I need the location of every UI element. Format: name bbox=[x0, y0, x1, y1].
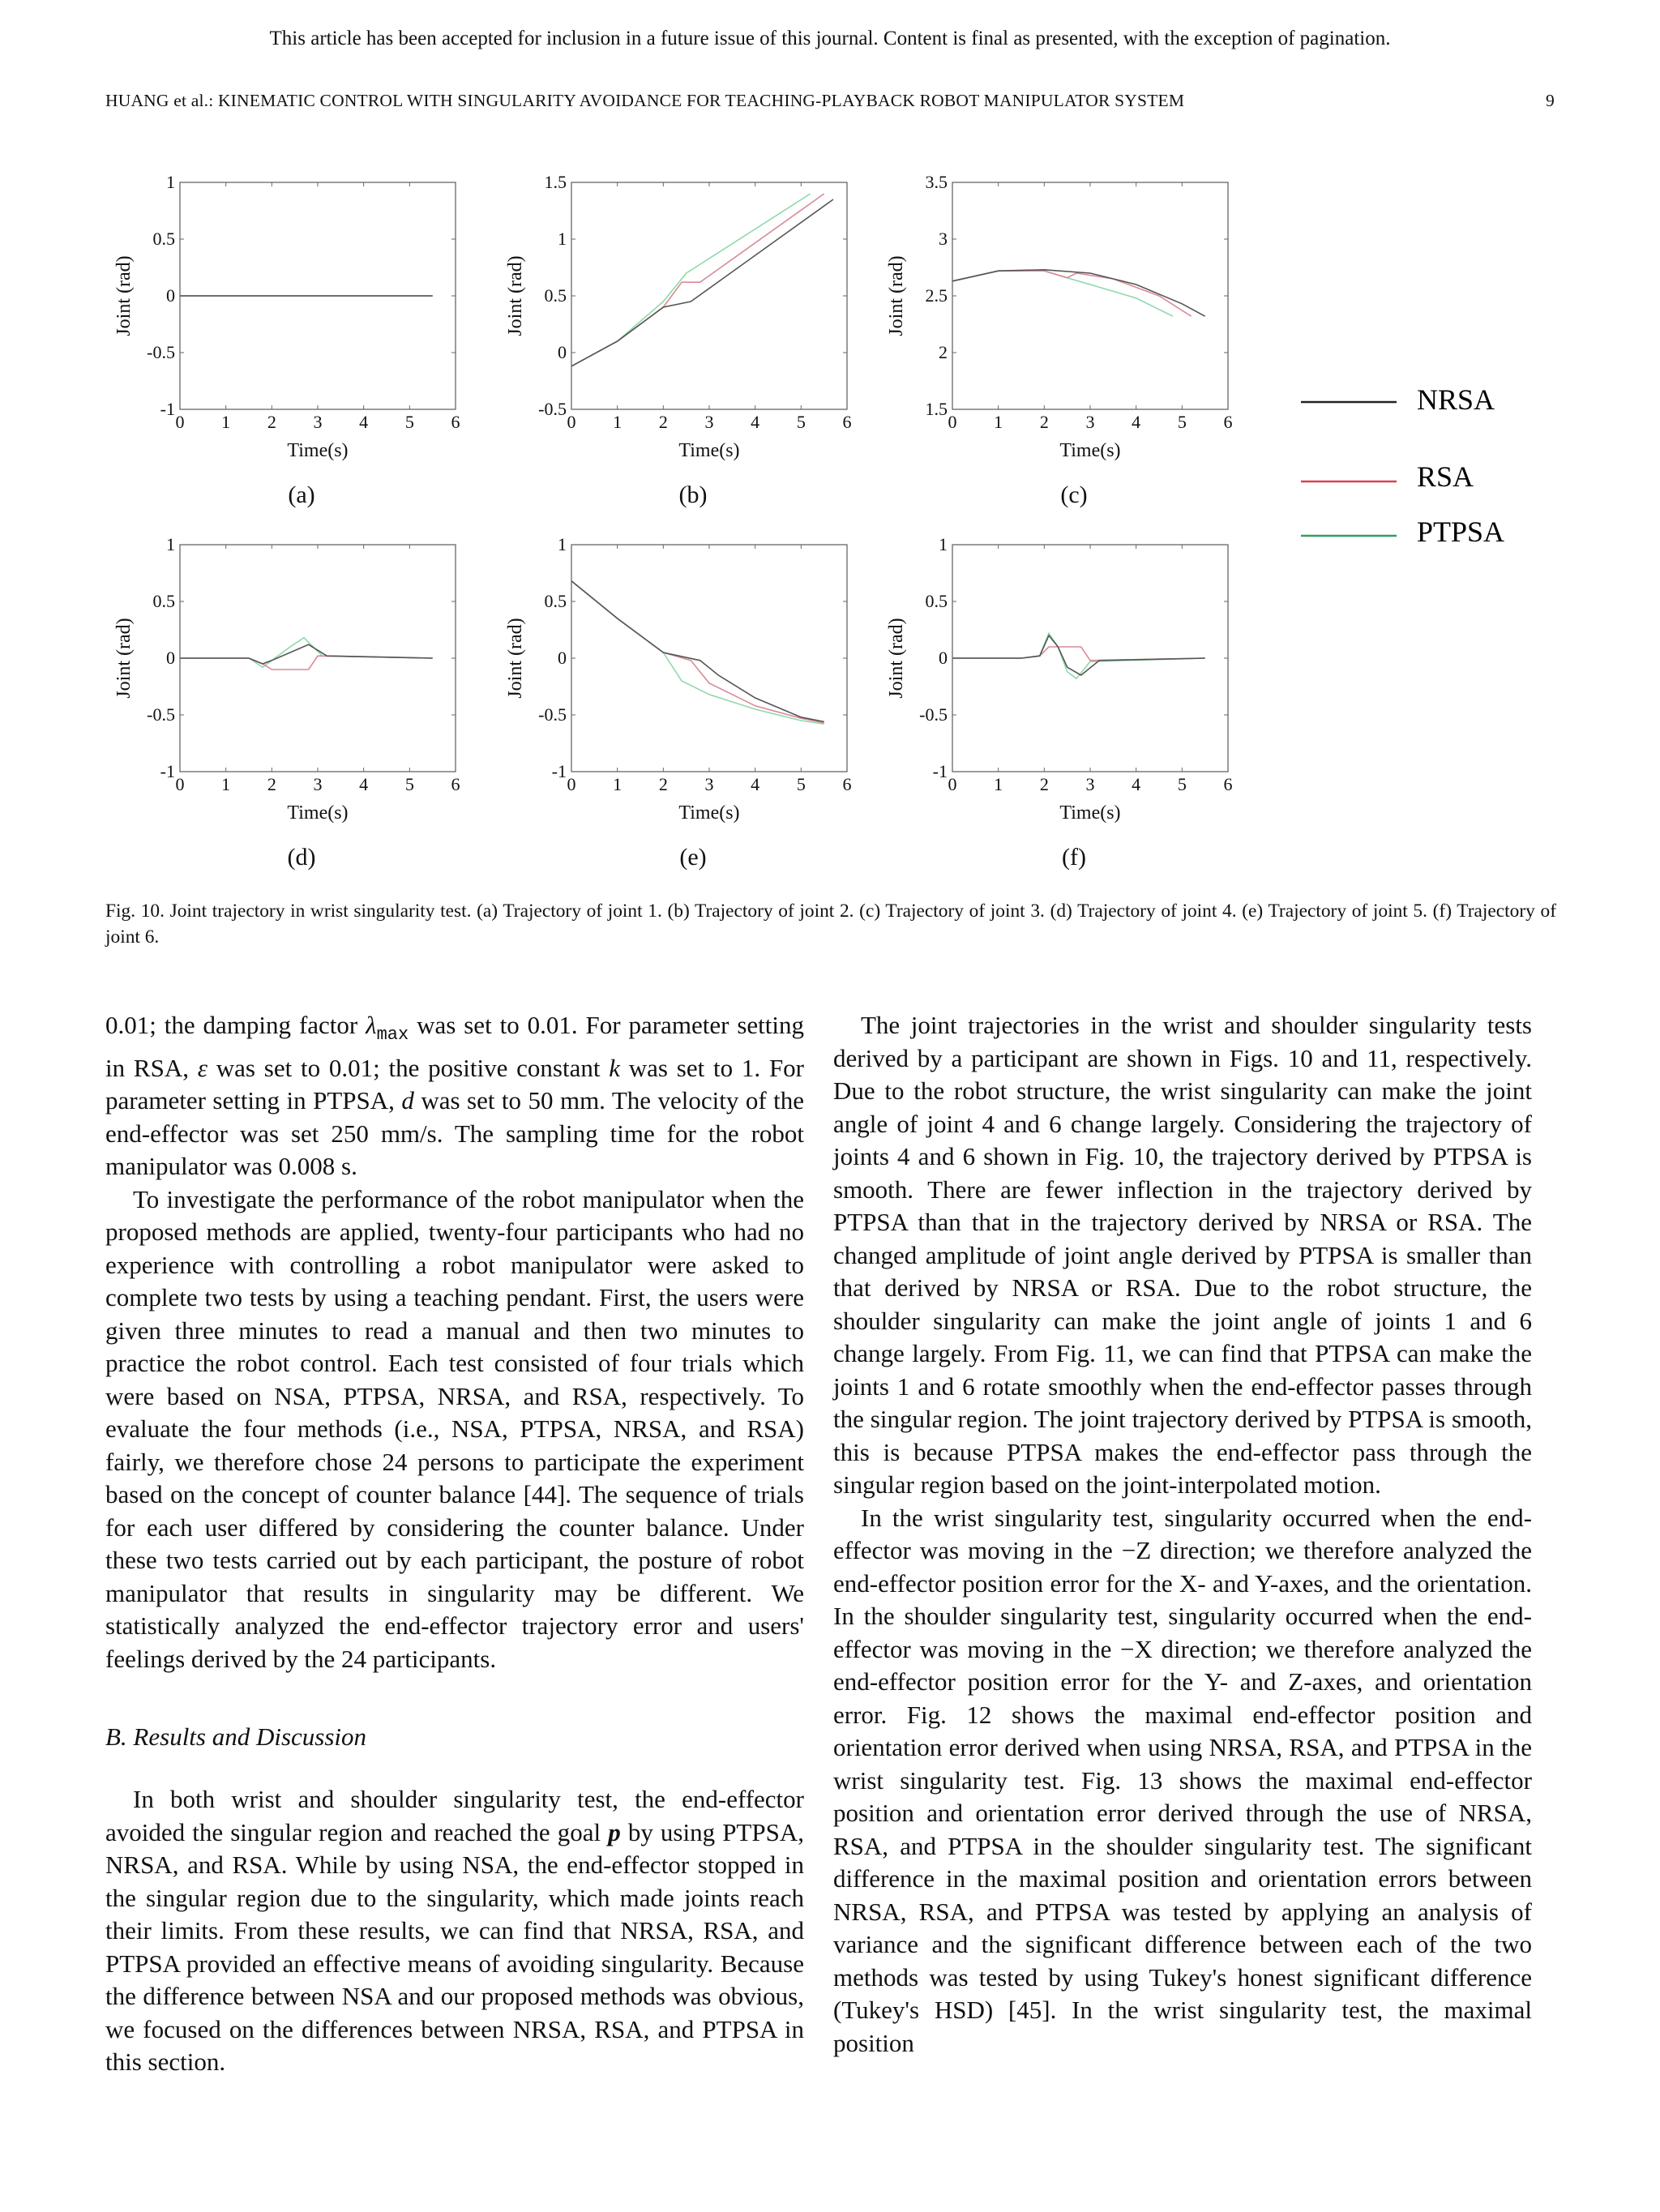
paragraph-participants: To investigate the performance of the robot manipulator when the proposed methods are applied, twenty-four participants who had no experience with controlling a robot manipulator were asked to complete two tests by using a teaching pendant. First, the users were given three minutes to read a manual and then two minutes to practice the robot control. Each test consisted of four trials which were based on NSA, PTPSA, NRSA, and RSA, respectively. To evaluate the four methods (i.e., NSA, PTPSA, NRSA, and RSA) fairly, we therefore chose 24 persons to participate the experiment based on the concept of counter balance [44]. The sequence of trials for each user differed by considering the counter balance. Under these two tests carried out by each participant, the posture of robot manipulator that results in singularity may be different. We statistically analyzed the end-effector trajectory error and users' feelings derived by the 24 participants. bbox=[105, 1184, 804, 1673]
y-tick-label: 2 bbox=[939, 342, 948, 362]
x-tick-label: 4 bbox=[751, 774, 760, 794]
y-tick-label: 0.5 bbox=[544, 285, 567, 306]
y-tick-label: -1 bbox=[160, 761, 175, 781]
paragraph-parameters bbox=[105, 1009, 804, 1183]
y-tick-label: -0.5 bbox=[538, 704, 567, 725]
x-tick-label: 0 bbox=[567, 774, 576, 794]
y-tick-label: 1 bbox=[558, 534, 567, 554]
chart-panel-c bbox=[886, 172, 1233, 508]
chart-panel-f bbox=[886, 534, 1233, 871]
x-tick-label: 1 bbox=[613, 774, 622, 794]
y-tick-label: -0.5 bbox=[538, 399, 567, 419]
y-tick-label: 3.5 bbox=[925, 172, 948, 192]
y-tick-label: 1.5 bbox=[544, 172, 567, 192]
series-line-rsa bbox=[952, 271, 1192, 316]
x-axis-label: Time(s) bbox=[1059, 440, 1121, 461]
panel-label: (a) bbox=[288, 481, 315, 508]
y-tick-label: 1 bbox=[166, 172, 175, 192]
chart-panel-e bbox=[505, 534, 852, 871]
x-tick-label: 3 bbox=[313, 774, 323, 794]
x-axis-label: Time(s) bbox=[287, 440, 349, 461]
series-line-rsa bbox=[571, 581, 824, 723]
x-tick-label: 5 bbox=[1177, 774, 1187, 794]
x-tick-label: 3 bbox=[704, 412, 714, 432]
x-tick-label: 5 bbox=[404, 774, 414, 794]
x-tick-label: 0 bbox=[175, 412, 185, 432]
panel-label: (e) bbox=[679, 844, 707, 871]
y-tick-label: 0 bbox=[166, 285, 175, 306]
x-tick-label: 3 bbox=[704, 774, 714, 794]
x-tick-label: 1 bbox=[994, 412, 1003, 432]
x-tick-label: 2 bbox=[1039, 412, 1049, 432]
y-tick-label: 0.5 bbox=[152, 591, 175, 611]
x-tick-label: 4 bbox=[359, 774, 369, 794]
x-tick-label: 6 bbox=[451, 412, 460, 432]
text-run: was set to 50 mm. The velocity of the end-effector was set 250 mm/s. The sampling time for the robot manipulator was 0.008 s. bbox=[105, 1086, 804, 1181]
y-tick-label: 0.5 bbox=[925, 591, 948, 611]
x-tick-label: 0 bbox=[567, 412, 576, 432]
x-axis-label: Time(s) bbox=[678, 440, 740, 461]
series-line-rsa bbox=[571, 194, 824, 366]
y-tick-label: 1 bbox=[939, 534, 948, 554]
y-axis-label: Joint (rad) bbox=[505, 618, 526, 699]
left-column bbox=[105, 1009, 804, 2079]
x-tick-label: 2 bbox=[267, 412, 276, 432]
series-line-nrsa bbox=[952, 270, 1205, 316]
figure-10 bbox=[97, 162, 1264, 875]
y-axis-label: Joint (rad) bbox=[886, 255, 907, 336]
y-tick-label: -1 bbox=[160, 399, 175, 419]
running-head-title: HUANG et al.: KINEMATIC CONTROL WITH SINGULARITY AVOIDANCE FOR TEACHING-PLAYBACK ROBOT MANIPULATOR SYSTEM bbox=[105, 91, 1185, 110]
y-tick-label: 0 bbox=[166, 648, 175, 668]
y-tick-label: 2.5 bbox=[925, 285, 948, 306]
x-tick-label: 0 bbox=[948, 774, 957, 794]
y-axis-label: Joint (rad) bbox=[113, 255, 135, 336]
text-run: was set to 0.01; the positive constant bbox=[207, 1053, 610, 1082]
x-tick-label: 5 bbox=[1177, 412, 1187, 432]
y-tick-label: 0 bbox=[939, 648, 948, 668]
x-tick-label: 2 bbox=[267, 774, 276, 794]
y-tick-label: 1 bbox=[558, 229, 567, 249]
x-tick-label: 0 bbox=[175, 774, 185, 794]
x-axis-label: Time(s) bbox=[1059, 802, 1121, 824]
x-tick-label: 1 bbox=[994, 774, 1003, 794]
text-run: In both wrist and shoulder singularity test, the end-effector avoided the singular region and reached the goal bbox=[105, 1785, 804, 1846]
y-tick-label: 0 bbox=[558, 648, 567, 668]
x-tick-label: 6 bbox=[451, 774, 460, 794]
y-axis-label: Joint (rad) bbox=[113, 618, 135, 699]
x-tick-label: 2 bbox=[1039, 774, 1049, 794]
x-tick-label: 6 bbox=[1223, 774, 1233, 794]
page-number: 9 bbox=[1546, 91, 1555, 110]
text-run: was set to 1. For parameter setting in PTPSA, bbox=[105, 1053, 805, 1115]
x-tick-label: 5 bbox=[796, 774, 806, 794]
y-tick-label: 0.5 bbox=[152, 229, 175, 249]
section-heading: B. Results and Discussion bbox=[105, 1722, 367, 1752]
panel-label: (b) bbox=[678, 481, 708, 508]
series-line-nrsa bbox=[571, 581, 824, 722]
plot-frame bbox=[952, 182, 1228, 409]
x-tick-label: 5 bbox=[796, 412, 806, 432]
y-tick-label: 3 bbox=[939, 229, 948, 249]
symbol-epsilon: ε bbox=[197, 1053, 208, 1082]
symbol-lambda-subscript: max bbox=[376, 1025, 409, 1046]
x-tick-label: 4 bbox=[1132, 412, 1141, 432]
symbol-k: k bbox=[609, 1053, 620, 1082]
x-tick-label: 4 bbox=[359, 412, 369, 432]
y-axis-label: Joint (rad) bbox=[886, 618, 907, 699]
y-tick-label: -0.5 bbox=[147, 342, 175, 362]
series-line-nrsa bbox=[571, 199, 833, 366]
x-tick-label: 4 bbox=[751, 412, 760, 432]
panel-label: (d) bbox=[287, 844, 316, 871]
series-line-ptpsa bbox=[571, 194, 811, 366]
y-tick-label: -1 bbox=[932, 761, 948, 781]
series-line-ptpsa bbox=[571, 581, 824, 724]
y-tick-label: -0.5 bbox=[147, 704, 175, 725]
y-tick-label: 1.5 bbox=[925, 399, 948, 419]
figure-caption: Fig. 10. Joint trajectory in wrist singularity test. (a) Trajectory of joint 1. (b) Trajectory of joint 2. (c) Trajectory of joint 3. (d) Trajectory of joint 4. (e) Trajectory of joint 5. (f) Trajectory of joint 6. bbox=[105, 901, 1556, 948]
chart-panel-a bbox=[113, 172, 460, 508]
x-tick-label: 4 bbox=[1132, 774, 1141, 794]
y-tick-label: -1 bbox=[551, 761, 567, 781]
x-tick-label: 3 bbox=[1085, 412, 1095, 432]
x-axis-label: Time(s) bbox=[287, 802, 349, 824]
x-tick-label: 2 bbox=[658, 774, 668, 794]
x-tick-label: 6 bbox=[842, 774, 852, 794]
series-line-nrsa bbox=[952, 635, 1205, 675]
y-axis-label: Joint (rad) bbox=[505, 255, 526, 336]
y-tick-label: 0 bbox=[558, 342, 567, 362]
symbol-d: d bbox=[401, 1086, 414, 1115]
series-line-ptpsa bbox=[952, 271, 1173, 316]
x-tick-label: 6 bbox=[1223, 412, 1233, 432]
x-tick-label: 3 bbox=[1085, 774, 1095, 794]
series-line-ptpsa bbox=[952, 633, 1205, 678]
y-tick-label: 1 bbox=[166, 534, 175, 554]
x-tick-label: 1 bbox=[221, 774, 231, 794]
paragraph-error-analysis: In the wrist singularity test, singularity occurred when the end-effector was moving in the −Z direction; we therefore analyzed the end-effector position error for the X- and Y-axes, and the orientation. In the shoulder singularity test, singularity occurred when the end-effector was moving in the −X direction; we therefore analyzed the end-effector position error for the Y- and Z-axes, and orientation error. Fig. 12 shows the maximal end-effector position and orientation error derived when using NRSA, RSA, and PTPSA in the wrist singularity test. Fig. 13 shows the maximal end-effector position and orientation error derived through the use of NRSA, RSA, and PTPSA in the shoulder singularity test. The significant difference in the maximal position and orientation errors between NRSA, RSA, and PTPSA was tested by applying an analysis of variance and the significant difference between each of the two methods was tested by using Tukey's honest significant difference (Tukey's HSD) [45]. In the wrist singularity test, the maximal position bbox=[833, 1503, 1532, 2057]
x-tick-label: 2 bbox=[658, 412, 668, 432]
paragraph-joint-trajectories: The joint trajectories in the wrist and shoulder singularity tests derived by a participant are shown in Figs. 10 and 11, respectively. Due to the robot structure, the wrist singularity can make the joint angle of joint 4 and 6 change largely. Considering the trajectory of joints 4 and 6 shown in Fig. 10, the trajectory derived by PTPSA is smooth. There are fewer inflection in the trajectory derived by PTPSA than that in the trajectory derived by NRSA or RSA. The changed amplitude of joint angle derived by PTPSA is smaller than that derived by NRSA or RSA. Due to the robot structure, the shoulder singularity can make the joint angle of joints 1 and 6 change largely. From Fig. 11, we can find that PTPSA can make the joints 1 and 6 rotate smoothly when the end-effector passes through the singular region. The joint trajectory derived by PTPSA is smooth, this is because PTPSA makes the end-effector pass through the singular region based on the joint-interpolated motion. bbox=[833, 1011, 1532, 1499]
symbol-p: p bbox=[608, 1817, 621, 1846]
symbol-lambda bbox=[366, 1011, 409, 1046]
x-tick-label: 1 bbox=[221, 412, 231, 432]
series-line-nrsa bbox=[180, 644, 433, 664]
paragraph-results bbox=[105, 1783, 804, 2079]
symbol-lambda-main: λ bbox=[366, 1011, 377, 1039]
plot-frame bbox=[571, 545, 847, 772]
acceptance-notice: This article has been accepted for inclusion in a future issue of this journal. Content is final as presented, with the exception of pagination. bbox=[269, 28, 1391, 49]
text-run: 0.01; the damping factor bbox=[105, 1011, 366, 1039]
legend-label-ptpsa: PTPSA bbox=[1417, 516, 1505, 548]
plot-frame bbox=[571, 182, 847, 409]
series-line-ptpsa bbox=[180, 638, 433, 667]
legend-label-rsa: RSA bbox=[1417, 460, 1474, 493]
x-axis-label: Time(s) bbox=[678, 802, 740, 824]
x-tick-label: 5 bbox=[404, 412, 414, 432]
panel-label: (c) bbox=[1060, 481, 1088, 508]
chart-panel-b bbox=[505, 172, 852, 508]
running-head bbox=[105, 91, 1555, 111]
x-tick-label: 6 bbox=[842, 412, 852, 432]
text-run: by using PTPSA, NRSA, and RSA. While by using NSA, the end-effector stopped in the singular region due to the singularity, which made joints reach their limits. From these results, we can find that NRSA, RSA, and PTPSA provided an effective means of avoiding singularity. Because the difference between NSA and our proposed methods was obvious, we focused on the differences between NRSA, RSA, and PTPSA in this section. bbox=[105, 1817, 804, 2077]
y-tick-label: -0.5 bbox=[919, 704, 948, 725]
y-tick-label: 0.5 bbox=[544, 591, 567, 611]
right-column bbox=[833, 1009, 1532, 2060]
text-run: was set to 0.01. For parameter setting in RSA, bbox=[105, 1011, 804, 1082]
x-tick-label: 3 bbox=[313, 412, 323, 432]
chart-panel-d bbox=[113, 534, 460, 871]
x-tick-label: 0 bbox=[948, 412, 957, 432]
panel-label: (f) bbox=[1062, 844, 1086, 871]
x-tick-label: 1 bbox=[613, 412, 622, 432]
chart-legend bbox=[1293, 373, 1552, 551]
legend-label-nrsa: NRSA bbox=[1417, 383, 1495, 416]
